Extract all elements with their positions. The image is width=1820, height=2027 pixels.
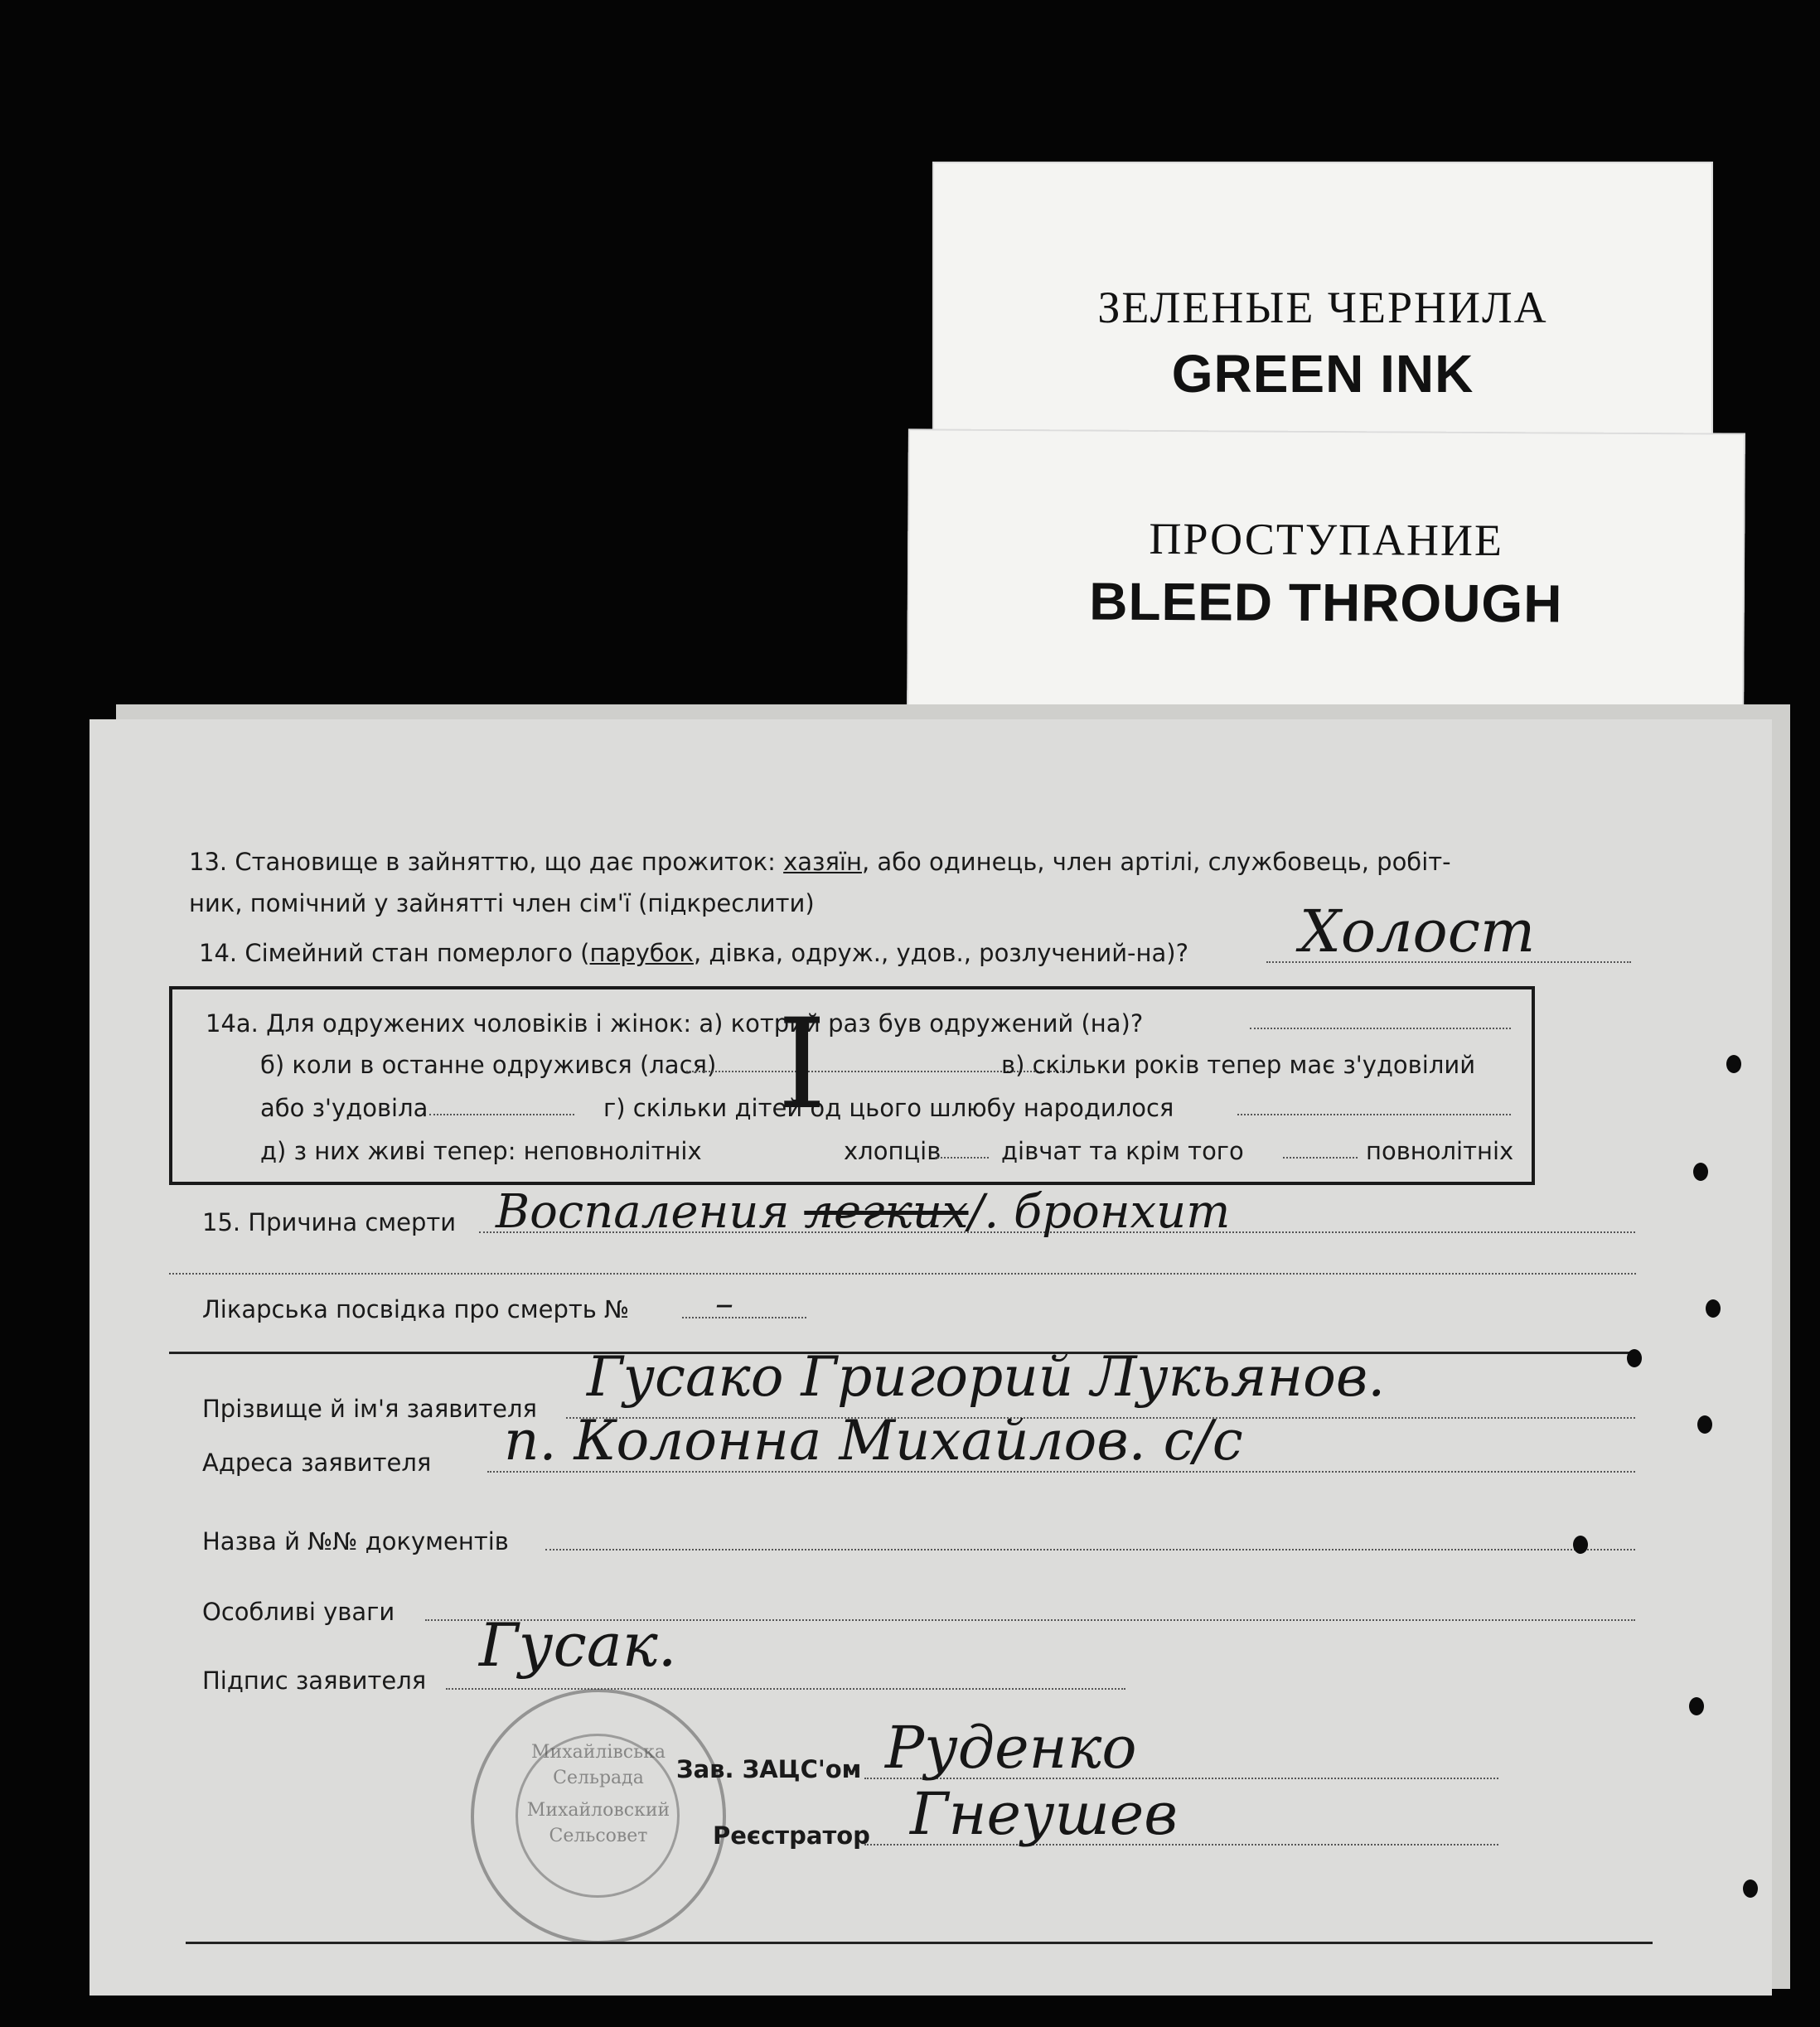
q14a-answer-line-1 [1250,1028,1511,1029]
q14-underlined-option: парубок [589,939,694,967]
q14-line [199,939,1188,967]
q13-text-a: 13. Становище в зайняттю, що дає прожиток: [189,848,784,876]
cause-of-death-handwriting [496,1185,1230,1239]
applicant-name-handwriting: Гусако Григорий Лукьянов. [587,1345,1386,1409]
q13-line-2: ник, помічний у зайнятті член сім'ї (підкреслити) [189,889,815,917]
death-record-form [90,719,1772,1996]
medical-certificate-number-line [682,1317,806,1318]
q14a-line-4a: д) з них живі тепер: неповнолітніх [260,1137,702,1165]
q14a-line-2a: б) коли в останне одружився (лася) [260,1051,717,1079]
q15-label: 15. Причина смерти [202,1208,457,1236]
binding-hole [1573,1536,1588,1554]
stamp-inner-ring [516,1734,680,1898]
q14a-line-4c: дівчат та крім того [1001,1137,1244,1165]
marital-status-handwriting: Холост [1300,897,1536,965]
q14a-answer-line-4b [935,1157,989,1159]
q14a-line-2b: в) скільки років тепер має з'удовілий [1001,1051,1476,1079]
head-zags-signature: Руденко [885,1714,1137,1782]
stamp-line-1: Михайлівська [531,1742,666,1763]
q13-line-1 [189,848,1451,876]
village-council-stamp [471,1689,726,1944]
head-zags-label: Зав. ЗАЦС'ом [676,1755,862,1783]
q14a-answer-line-4c [1283,1157,1358,1159]
cause-text-b: /. бронхит [968,1185,1231,1239]
applicant-name-label: Прізвище й ім'я заявителя [202,1395,537,1423]
binding-hole [1693,1163,1708,1181]
q13-underlined-option: хазяїн [783,848,862,876]
applicant-address-label: Адреса заявителя [202,1449,432,1477]
bleed-through-label-en: BLEED THROUGH [1089,571,1563,634]
q14a-line-4d: повнолітніх [1366,1137,1514,1165]
registrar-signature: Гнеушев [910,1780,1178,1848]
q14-text-a: 14. Сімейний стан померлого ( [199,939,590,967]
stamp-line-2: Сельрада [553,1768,644,1788]
q14a-line-4b: хлопців [844,1137,941,1165]
documents-line [545,1549,1635,1550]
applicant-address-handwriting: п. Колонна Михайлов. с/с [504,1409,1243,1473]
bleed-through-label-ru: ПРОСТУПАНИЕ [1149,513,1504,566]
registrar-label: Реєстратор [713,1821,870,1850]
stamp-line-4: Сельсовет [549,1826,648,1846]
documents-label: Назва й №№ документів [202,1527,509,1555]
applicant-signature-label: Підпис заявителя [202,1667,427,1695]
green-ink-card [932,162,1713,460]
binding-hole [1627,1349,1642,1367]
q14a-line-3b: г) скільки дітей од цього шлюбу народилося [603,1094,1174,1122]
roman-numeral-mark: I [777,993,827,1137]
green-ink-label-ru: ЗЕЛЕНЫЕ ЧЕРНИЛА [1097,283,1548,332]
q14a-answer-line-3a [429,1114,574,1115]
q14-text-b: , дівка, одруж., удов., розлучений-на)? [693,939,1188,967]
applicant-signature-line [446,1688,1125,1690]
q14a-line-1: 14а. Для одружених чоловіків і жінок: а) котрий раз був одружений (на)? [206,1009,1144,1038]
cause-struck-word: легких [804,1185,969,1239]
notes-label: Особливі уваги [202,1598,395,1626]
q13-text-b: , або одинець, член артілі, службовець, робіт- [861,848,1451,876]
bottom-rule [186,1942,1653,1944]
stamp-line-3: Михайловский [526,1800,670,1821]
medical-certificate-label: Лікарська посвідка про смерть № [202,1295,630,1323]
binding-hole [1743,1879,1758,1898]
q14a-answer-line-3b [1237,1114,1511,1115]
binding-hole [1697,1415,1712,1434]
q14a-line-3a: або з'удовіла [260,1094,428,1122]
medical-certificate-dash: – [715,1283,733,1325]
binding-hole [1726,1055,1741,1073]
green-ink-label-en: GREEN INK [1171,344,1474,404]
applicant-signature-handwriting: Гусак. [479,1610,677,1680]
binding-hole [1706,1299,1721,1318]
q15-answer-line-2 [169,1273,1636,1275]
cause-text-a: Воспаления [496,1185,805,1239]
bleed-through-card [907,428,1745,718]
binding-hole [1689,1697,1704,1715]
